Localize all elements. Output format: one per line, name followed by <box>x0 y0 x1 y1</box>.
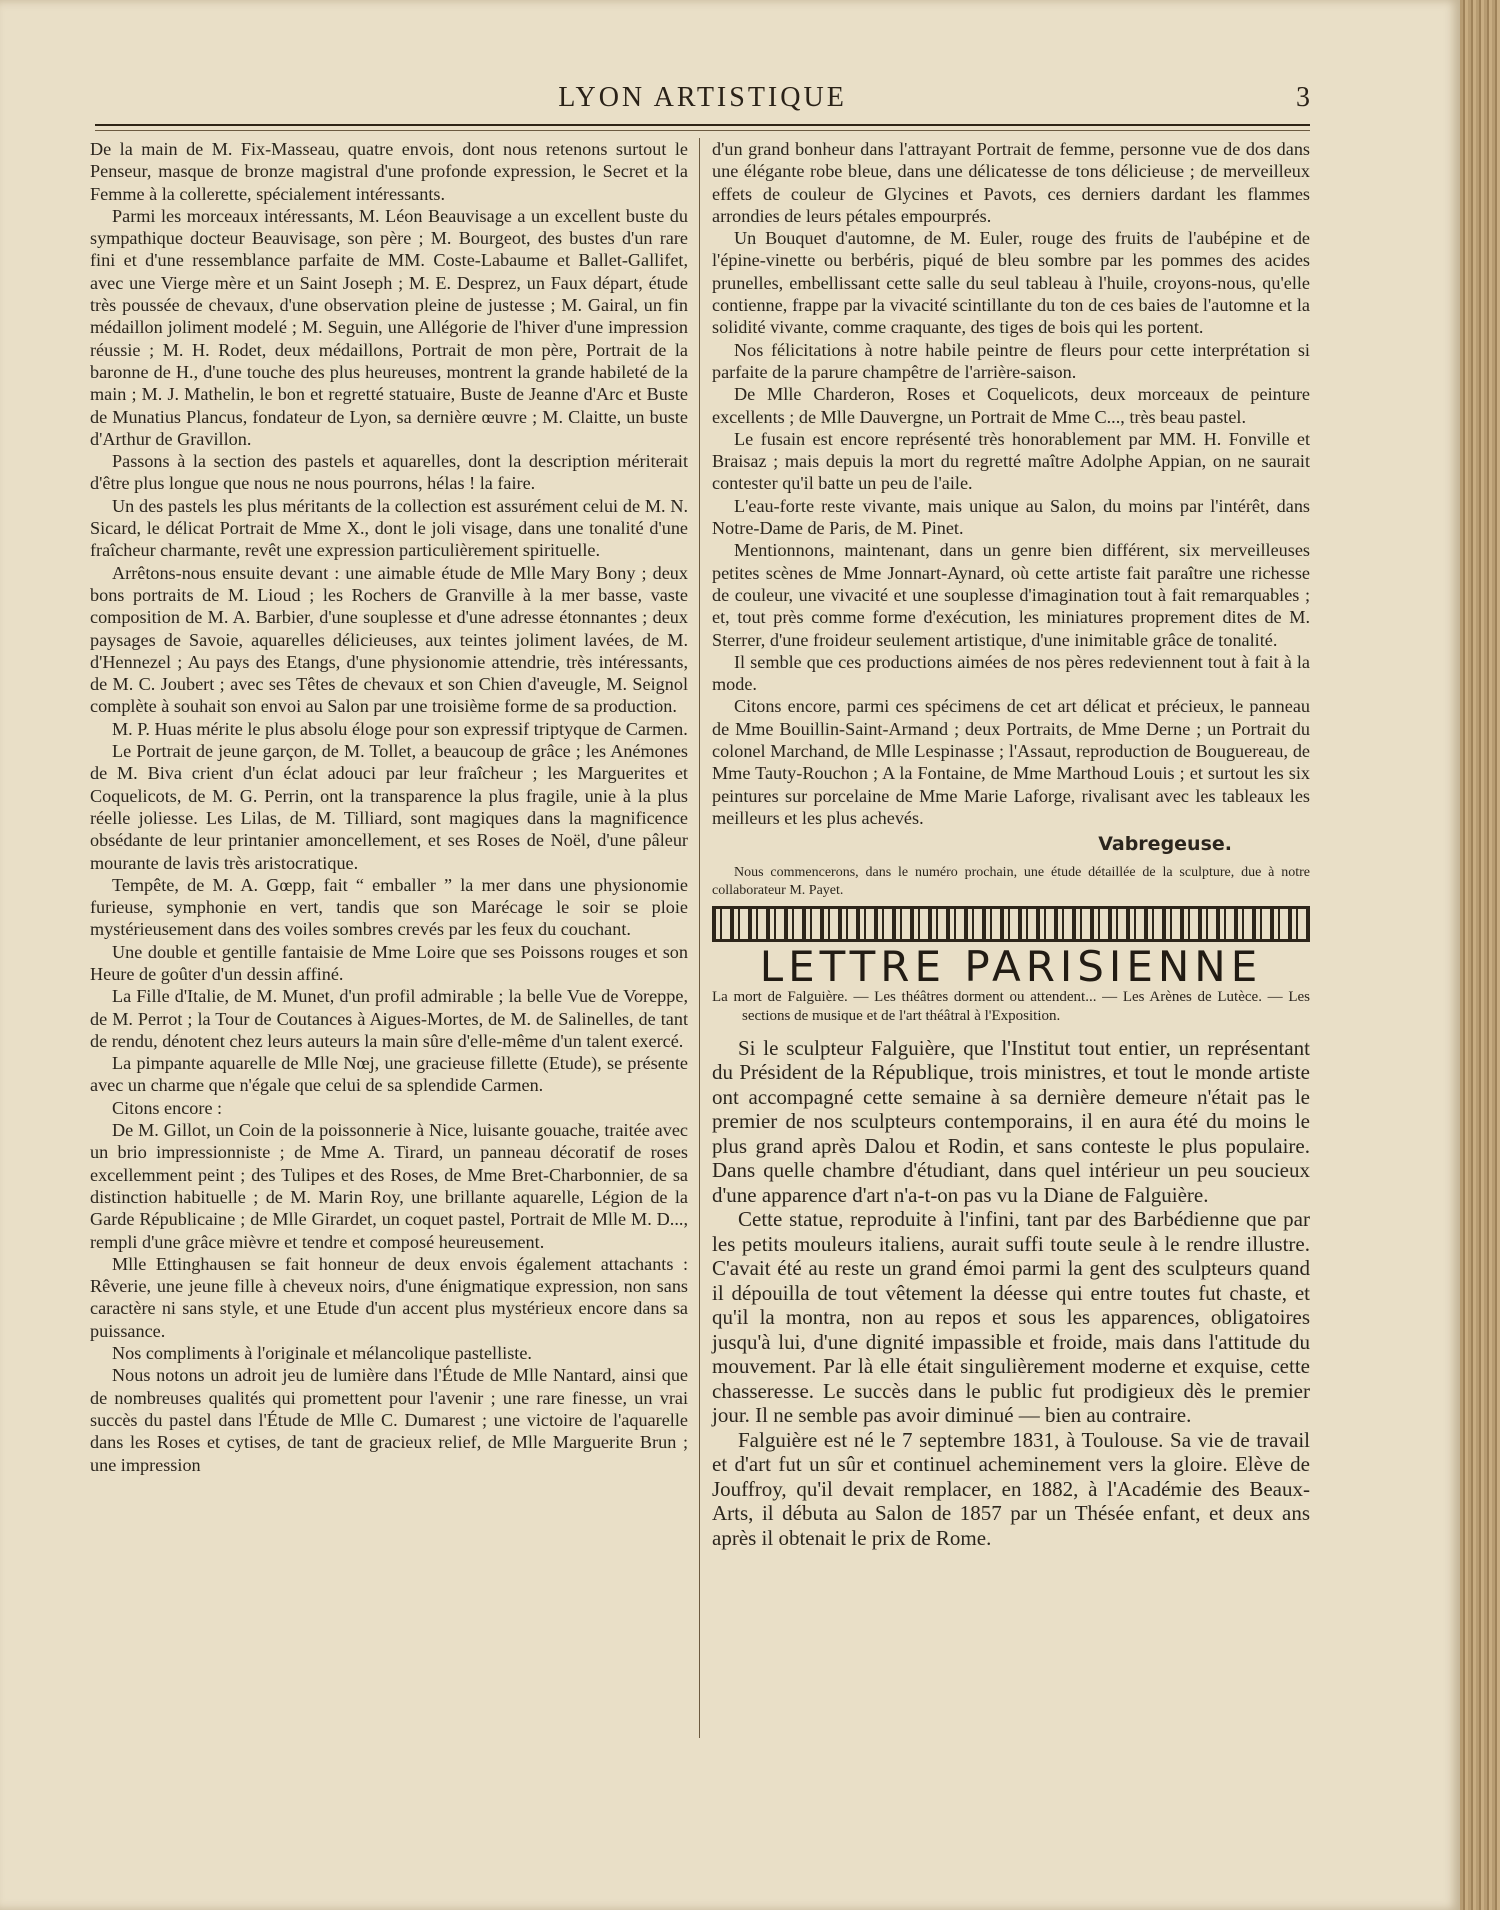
paragraph: Le fusain est encore représenté très honorablement par MM. H. Fonville et Braisaz ; mais depuis la mort du regretté maître Adolphe Appian, on ne saurait contester qu'il batte un peu de l'aile. <box>712 428 1310 494</box>
paragraph: Mlle Ettinghausen se fait honneur de deux envois également attachants : Rêverie, une jeune fille à cheveux noirs, d'une énigmatique expression, non sans caractère ni sans style, et une Etude d'un accent plus mystérieux encore dans sa puissance. <box>90 1253 688 1341</box>
paragraph: Une double et gentille fantaisie de Mme Loire que ses Poissons rouges et son Heure de goûter d'un dessin affiné. <box>90 941 688 984</box>
paragraph: De Mlle Charderon, Roses et Coquelicots, deux morceaux de peinture excellents ; de Mlle Dauvergne, un Portrait de Mme C..., très beau pastel. <box>712 384 1310 427</box>
article-body <box>712 1036 1310 1551</box>
journal-title: LYON ARTISTIQUE <box>558 82 847 113</box>
paragraph: La Fille d'Italie, de M. Munet, d'un profil admirable ; la belle Vue de Voreppe, de M. Perrot ; la Tour de Coutances à Aigues-Mortes, de M. de Salinelles, de tant de rendu, dénotent chez leurs auteurs la main sûre d'elle-même d'un talent exercé. <box>90 986 688 1051</box>
paragraph: De la main de M. Fix-Masseau, quatre envois, dont nous retenons surtout le Penseur, masque de bronze magistral d'une profonde expression, le Secret et la Femme à la collerette, spécialement intéressants. <box>90 139 688 204</box>
paragraph: Passons à la section des pastels et aquarelles, dont la description mériterait d'être plus longue que nous ne nous pourrons, hélas ! la faire. <box>90 451 688 494</box>
left-column <box>90 138 688 1476</box>
right-column <box>712 138 1310 1550</box>
running-header <box>95 78 1310 126</box>
ornamental-border <box>712 906 1310 942</box>
paragraph: La pimpante aquarelle de Mlle Nœj, une gracieuse fillette (Etude), se présente avec un charme que n'égale que celui de sa splendide Carmen. <box>90 1053 688 1096</box>
paragraph: Nous notons un adroit jeu de lumière dans l'Étude de Mlle Nantard, ainsi que de nombreuses qualités qui promettent pour l'avenir ; une rare finesse, un vrai succès du pastel dans l'Étude de Mlle C. Dumarest ; une victoire de l'aquarelle dans les Roses et cytises, de tant de gracieux relief, de Mlle Marguerite Brun ; une impression <box>90 1365 688 1475</box>
book-binding <box>1460 0 1500 1910</box>
paragraph: Un Bouquet d'automne, de M. Euler, rouge des fruits de l'aubépine et de l'épine-vinette ou berbéris, piqué de bleu sombre par les pommes des acides prunelles, embellissant cette salle du seul tableau à l'huile, croyons-nous, qu'elle contienne, frappe par la vivacité scintillante du ton de ces baies de l'automne et la solidité vivante, comme craquante, des tiges de bois qui les portent. <box>712 228 1310 338</box>
paragraph: Citons encore : <box>112 1097 223 1118</box>
paragraph: L'eau-forte reste vivante, mais unique au Salon, du moins par l'intérêt, dans Notre-Dame de Paris, de M. Pinet. <box>712 495 1310 539</box>
column-divider <box>699 138 700 1738</box>
paragraph: Si le sculpteur Falguière, que l'Institut tout entier, un représentant du Président de la République, trois ministres, et tout le monde artiste ont accompagné cette semaine à sa dernière demeure n'était pas le premier de nos sculpteurs contemporains, il en aura été du moins le plus grand après Dalou et Rodin, et sans conteste le plus populaire. Dans quelle chambre d'étudiant, dans quel intérieur un peu soucieux d'une apparence d'art n'a-t-on pas vu la Diane de Falguière. <box>712 1035 1310 1207</box>
paragraph: Arrêtons-nous ensuite devant : une aimable étude de Mlle Mary Bony ; deux bons portraits de M. Lioud ; les Rochers de Granville à la mer basse, vaste composition de M. A. Barbier, d'une souplesse et d'une adresse étonnantes ; deux paysages de Savoie, aquarelles délicieuses, aux teintes joliment lavées, de M. d'Hennezel ; Au pays des Etangs, d'une physionomie attendrie, très intéressants, de M. C. Joubert ; avec ses Têtes de chevaux et son Chien d'aveugle, M. Seignol complète à souhait son envoi au Salon par une troisième forme de sa production. <box>90 562 688 717</box>
paragraph: Falguière est né le 7 septembre 1831, à Toulouse. Sa vie de travail et d'art fut un sûr et continuel acheminement vers la gloire. Elève de Jouffroy, qu'il devait remplacer, en 1882, à l'Académie des Beaux-Arts, il débuta au Salon de 1857 par un Thésée enfant, et deux ans après il obtenait le prix de Rome. <box>712 1427 1310 1550</box>
header-rule <box>95 130 1310 131</box>
paragraph: Il semble que ces productions aimées de nos pères redeviennent tout à fait à la mode. <box>712 651 1310 695</box>
paragraph: Parmi les morceaux intéressants, M. Léon Beauvisage a un excellent buste du sympathique docteur Beauvisage, son père ; M. Bourgeot, des bustes d'un rare fini et d'une ressemblance parfaite de MM. Coste-Labaume et Ballet-Gallifet, avec une Vierge mère et un Saint Joseph ; M. E. Desprez, un Faux départ, étude très poussée de chevaux, d'une observation pleine de justesse ; M. Gairal, un fin médaillon joliment modelé ; M. Seguin, une Allégorie de l'hiver d'une impression réussie ; M. H. Rodet, deux médaillons, Portrait de mon père, Portrait de la baronne de H., d'une touche des plus heureuses, montrent la grande habileté de la main ; M. J. Mathelin, le bon et regretté statuaire, Buste de Jeanne d'Arc et Buste de Munatius Plancus, fondateur de Lyon, sa dernière œuvre ; M. Claitte, un buste d'Arthur de Gravillon. <box>90 205 688 449</box>
paragraph: Mentionnons, maintenant, dans un genre bien différent, six merveilleuses petites scènes de Mme Jonnart-Aynard, où cette artiste fait paraître une richesse de couleur, une vivacité et une souplesse d'imagination tout à fait remarquables ; et, tout près comme forme d'exécution, les miniatures proprement dites de M. Sterrer, d'une froideur seulement artistique, d'une inimitable grâce de tonalité. <box>712 540 1310 650</box>
paragraph: Cette statue, reproduite à l'infini, tant par des Barbédienne que par les petits mouleurs italiens, aurait suffi toute seule à le rendre illustre. C'avait été au reste un grand émoi parmi la gent des sculpteurs quand il dépouilla de tout vêtement la déesse qui entre toutes fut chaste, et qu'il la montra, non au repos et sous les apparences, obligatoires jusqu'à lui, d'une dignité impassible et froide, mais dans l'attitude du mouvement. Par là elle était singulièrement moderne et exquise, cette chasseresse. Le succès dans le public fut prodigieux dès le premier jour. Il ne semble pas avoir diminué — bien au contraire. <box>712 1207 1310 1428</box>
page-number: 3 <box>1296 82 1310 113</box>
paragraph: d'un grand bonheur dans l'attrayant Portrait de femme, personne vue de dos dans une élégante robe bleue, dans une délicatesse de tons délicieuse ; de merveilleux effets de couleur de Glycines et Pavots, ces derniers dardant les flammes arrondies de leurs pétales empourprés. <box>712 139 1310 226</box>
paragraph: Nos félicitations à notre habile peintre de fleurs pour cette interprétation si parfaite de la parure champêtre de l'arrière-saison. <box>712 339 1310 382</box>
editor-note: Nous commencerons, dans le numéro prochain, une étude détaillée de la sculpture, due à notre collaborateur M. Payet. <box>712 864 1310 898</box>
article-summary: La mort de Falguière. — Les théâtres dorment ou attendent... — Les Arènes de Lutèce. — Les sections de musique et de l'art théâtral à l'Exposition. <box>712 988 1310 1024</box>
paragraph: Le Portrait de jeune garçon, de M. Tollet, a beaucoup de grâce ; les Anémones de M. Biva crient d'un éclat adouci par leur fraîcheur ; les Marguerites et Coquelicots, de M. G. Perrin, ont la transparence la plus fragile, unie à la plus réelle joliesse. Les Lilas, de M. Tilliard, sont magiques dans la magnificence obsédante de leur printanier amoncellement, et ses Roses de Noël, d'une pâleur mourante de lavis très aristocratique. <box>90 741 688 873</box>
paragraph: M. P. Huas mérite le plus absolu éloge pour son expressif triptyque de Carmen. <box>112 718 688 739</box>
paragraph: Tempête, de M. A. Gœpp, fait “ emballer ” la mer dans une physionomie furieuse, symphonie en vert, tandis que son Marécage le soir se ploie mystérieusement dans des voiles sombres crevés par les feux du couchant. <box>90 874 688 940</box>
article-title: LETTRE PARISIENNE <box>759 941 1263 991</box>
author-signature: Vabregeuse. <box>1098 833 1232 856</box>
paragraph: De M. Gillot, un Coin de la poissonnerie à Nice, luisante gouache, traitée avec un brio impressionniste ; de Mme A. Tirard, un panneau décoratif de roses excellemment peint ; des Tulipes et des Roses, de Mme Bret-Charbonnier, de sa distinction habituelle ; de M. Marin Roy, une brillante aquarelle, Légion de la Garde Républicaine ; de Mlle Girardet, un coquet pastel, Portrait de Mlle M. D..., rempli d'une grâce mièvre et tendre et composé heureusement. <box>90 1120 688 1252</box>
paragraph: Citons encore, parmi ces spécimens de cet art délicat et précieux, le panneau de Mme Bouillin-Saint-Armand ; deux Portraits, de Mme Derne ; un Portrait du colonel Marchand, de Mlle Lespinasse ; l'Assaut, reproduction de Bouguereau, de Mme Tauty-Rouchon ; A la Fontaine, de Mme Marthoud Louis ; et surtout les six peintures sur porcelaine de Mme Marie Laforge, rivalisant avec les tableaux les meilleurs et les plus achevés. <box>712 696 1310 828</box>
paragraph: Nos compliments à l'originale et mélancolique pastelliste. <box>112 1343 532 1364</box>
paragraph: Un des pastels les plus méritants de la collection est assurément celui de M. N. Sicard, le délicat Portrait de Mme X., dont le joli visage, dans une tonalité d'une fraîcheur charmante, revêt une expression particulièrement spirituelle. <box>90 495 688 561</box>
